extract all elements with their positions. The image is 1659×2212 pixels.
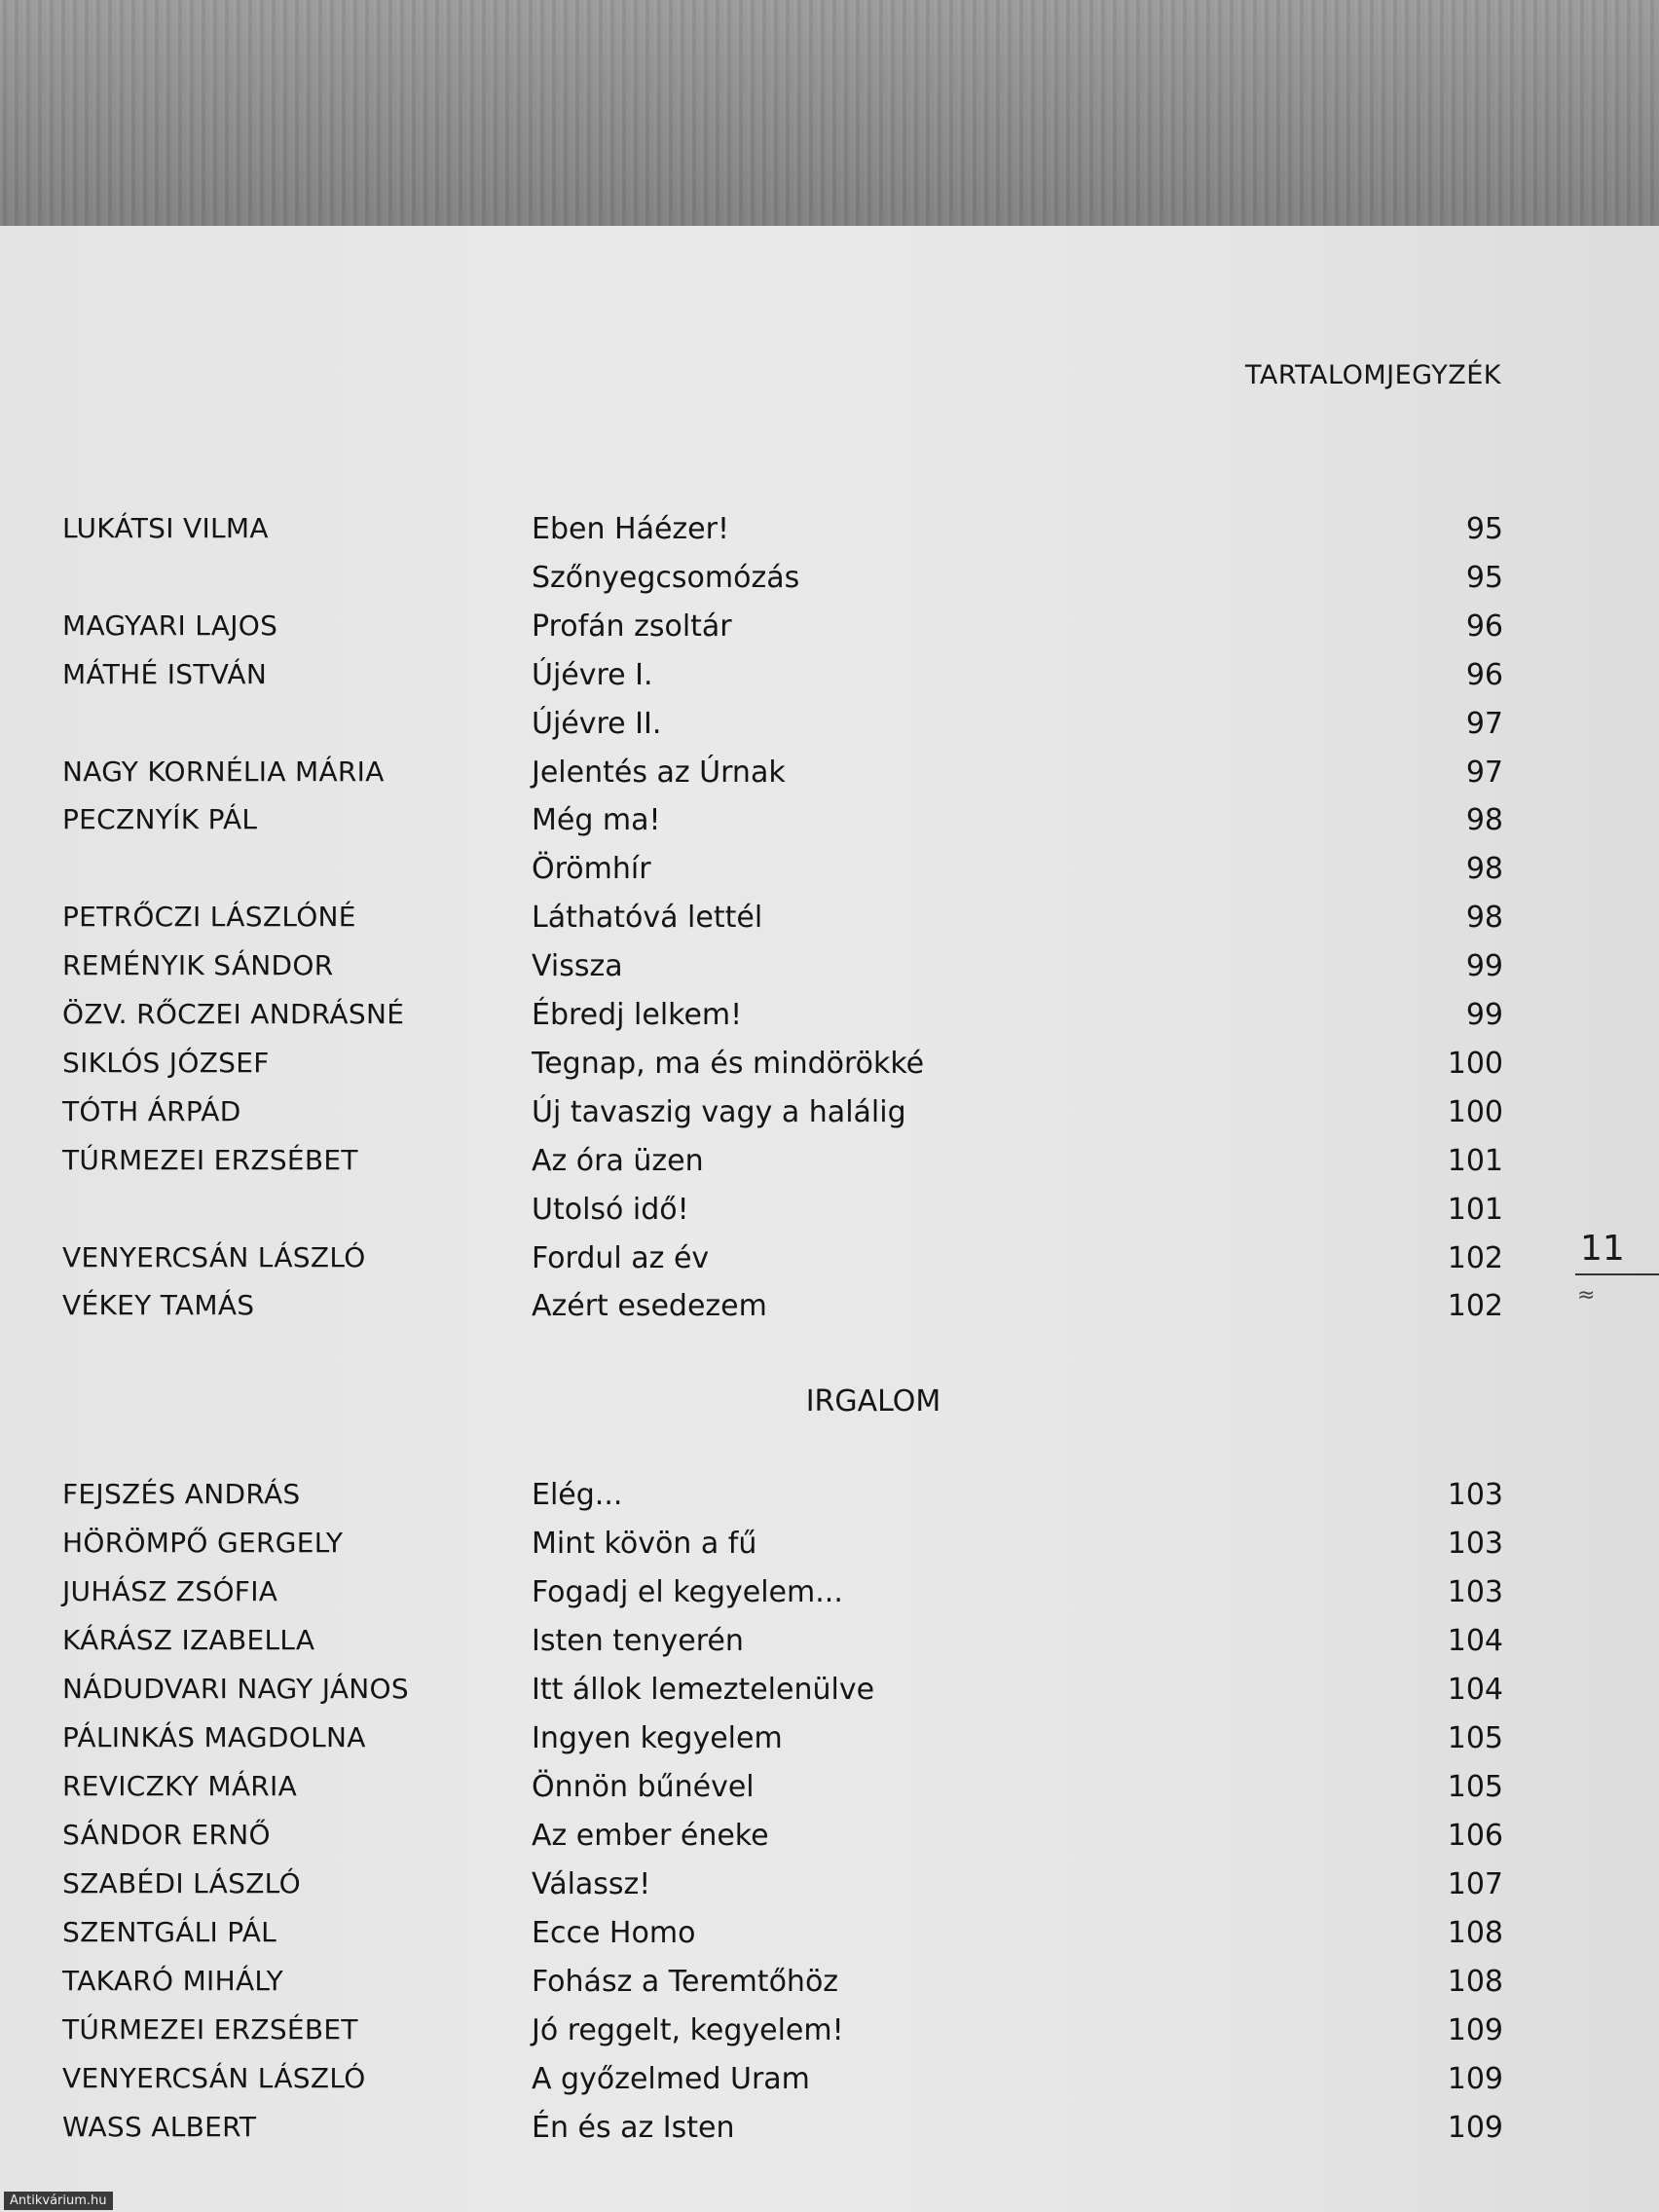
toc-page-number: 99 (1465, 998, 1503, 1032)
toc-author: TAKARÓ MIHÁLY (62, 1965, 284, 1997)
toc-row (0, 1673, 1659, 1717)
toc-author: SZABÉDI LÁSZLÓ (62, 1867, 301, 1899)
toc-title: Isten tenyerén (532, 1624, 744, 1658)
toc-row (0, 1047, 1659, 1091)
toc-title: Vissza (532, 949, 623, 984)
toc-author: VENYERCSÁN LÁSZLÓ (62, 1240, 366, 1273)
toc-row (0, 1527, 1659, 1571)
toc-author: PECZNYÍK PÁL (62, 803, 258, 836)
toc-title: Itt állok lemeztelenülve (532, 1673, 875, 1707)
toc-title: Ingyen kegyelem (532, 1721, 783, 1755)
toc-page-number: 98 (1465, 803, 1503, 838)
toc-page-number: 102 (1447, 1289, 1503, 1324)
toc-page-number: 103 (1447, 1527, 1503, 1561)
toc-page-number: 104 (1447, 1624, 1503, 1658)
toc-author: TÚRMEZEI ERZSÉBET (62, 1143, 358, 1176)
toc-author: PÁLINKÁS MAGDOLNA (62, 1721, 366, 1753)
toc-title: Fogadj el kegyelem... (532, 1575, 843, 1609)
toc-title: Fohász a Teremtőhöz (532, 1965, 839, 1999)
toc-title: Láthatóvá lettél (532, 901, 763, 936)
toc-title: Új tavaszig vagy a halálig (532, 1094, 906, 1129)
toc-author: PETRŐCZI LÁSZLÓNÉ (62, 901, 356, 934)
toc-page-number: 98 (1465, 901, 1503, 936)
toc-page-number: 98 (1465, 852, 1503, 887)
toc-row (0, 1916, 1659, 1961)
folio-ornament-icon: ≈ (1577, 1283, 1596, 1308)
toc-author: NÁDUDVARI NAGY JÁNOS (62, 1673, 409, 1705)
toc-title: Újévre I. (532, 657, 653, 692)
toc-title: Mint kövön a fű (532, 1527, 757, 1561)
toc-page-number: 109 (1447, 2111, 1503, 2145)
toc-page-number: 96 (1465, 657, 1503, 692)
toc-page-number: 105 (1447, 1721, 1503, 1755)
toc-page-number: 96 (1465, 608, 1503, 644)
toc-title: Az ember éneke (532, 1819, 769, 1853)
toc-title: Én és az Isten (532, 2111, 735, 2145)
toc-page-number: 109 (1447, 2062, 1503, 2096)
toc-title: Utolsó idő! (532, 1192, 689, 1227)
toc-page-number: 108 (1447, 1916, 1503, 1950)
toc-row (0, 1241, 1659, 1286)
toc-page-number: 95 (1465, 512, 1503, 546)
toc-row (0, 658, 1659, 703)
toc-author: REMÉNYIK SÁNDOR (62, 949, 334, 982)
toc-row (0, 609, 1659, 654)
toc-author: VÉKEY TAMÁS (62, 1289, 255, 1322)
toc-author: LUKÁTSI VILMA (62, 512, 269, 544)
toc-page-number: 108 (1447, 1965, 1503, 1999)
toc-row (0, 2111, 1659, 2156)
toc-row (0, 1965, 1659, 2009)
toc-row (0, 512, 1659, 557)
toc-author: ÖZV. RŐCZEI ANDRÁSNÉ (62, 998, 405, 1030)
toc-title: Tegnap, ma és mindörökké (532, 1046, 925, 1081)
toc-author: MÁTHÉ ISTVÁN (62, 657, 268, 690)
toc-row (0, 756, 1659, 800)
toc-page-number: 97 (1465, 755, 1503, 790)
toc-page-number: 103 (1447, 1478, 1503, 1512)
toc-row (0, 998, 1659, 1043)
toc-row (0, 901, 1659, 945)
toc-author: SÁNDOR ERNŐ (62, 1819, 271, 1851)
toc-title: Ecce Homo (532, 1916, 696, 1950)
toc-author: JUHÁSZ ZSÓFIA (62, 1575, 278, 1607)
toc-row (0, 2062, 1659, 2107)
toc-row (0, 1770, 1659, 1815)
toc-page-number: 105 (1447, 1770, 1503, 1804)
toc-author: SIKLÓS JÓZSEF (62, 1046, 270, 1079)
toc-author: VENYERCSÁN LÁSZLÓ (62, 2062, 366, 2094)
toc-title: Profán zsoltár (532, 608, 732, 644)
wood-background (0, 0, 1659, 232)
toc-row (0, 1193, 1659, 1237)
toc-page-number: 100 (1447, 1046, 1503, 1081)
toc-page-number: 95 (1465, 560, 1503, 595)
page-folio: 11 (1580, 1229, 1625, 1269)
toc-row (0, 852, 1659, 897)
toc-author: MAGYARI LAJOS (62, 608, 278, 642)
toc-page-number: 101 (1447, 1143, 1503, 1178)
toc-page-number: 104 (1447, 1673, 1503, 1707)
toc-author: FEJSZÉS ANDRÁS (62, 1478, 301, 1510)
toc-row (0, 1095, 1659, 1140)
running-title: TARTALOMJEGYZÉK (1244, 360, 1501, 390)
toc-row (0, 707, 1659, 752)
toc-title: Ébredj lelkem! (532, 998, 743, 1032)
toc-row (0, 1478, 1659, 1523)
toc-author: NAGY KORNÉLIA MÁRIA (62, 755, 385, 788)
toc-author: SZENTGÁLI PÁL (62, 1916, 277, 1948)
toc-title: Jelentés az Úrnak (532, 755, 786, 790)
toc-page-number: 106 (1447, 1819, 1503, 1853)
folio-rule (1575, 1273, 1659, 1275)
toc-title: A győzelmed Uram (532, 2062, 810, 2096)
toc-row (0, 561, 1659, 606)
toc-row (0, 1144, 1659, 1189)
toc-row (0, 949, 1659, 994)
toc-author: HÖRÖMPŐ GERGELY (62, 1527, 344, 1559)
toc-title: Önnön bűnével (532, 1770, 755, 1804)
toc-page-number: 99 (1465, 949, 1503, 984)
toc-page-number: 100 (1447, 1094, 1503, 1129)
toc-title: Fordul az év (532, 1240, 710, 1275)
toc-title: Elég... (532, 1478, 623, 1512)
toc-row (0, 1575, 1659, 1620)
watermark: Antikvárium.hu (4, 2192, 113, 2210)
toc-row (0, 1721, 1659, 1766)
toc-page-number: 103 (1447, 1575, 1503, 1609)
toc-title: Újévre II. (532, 706, 662, 741)
toc-row (0, 1819, 1659, 1863)
toc-author: WASS ALBERT (62, 2111, 257, 2143)
toc-title: Eben Háézer! (532, 512, 729, 546)
toc-title: Jó reggelt, kegyelem! (532, 2013, 844, 2047)
toc-row (0, 2013, 1659, 2058)
toc-author: KÁRÁSZ IZABELLA (62, 1624, 315, 1656)
toc-author: REVICZKY MÁRIA (62, 1770, 298, 1802)
toc-row (0, 1624, 1659, 1669)
toc-title: Szőnyegcsomózás (532, 560, 800, 595)
toc-title: Azért esedezem (532, 1289, 767, 1324)
toc-row (0, 803, 1659, 848)
toc-title: Még ma! (532, 803, 661, 838)
toc-page-number: 102 (1447, 1240, 1503, 1275)
toc-author: TÚRMEZEI ERZSÉBET (62, 2013, 358, 2046)
toc-page-number: 101 (1447, 1192, 1503, 1227)
toc-page-number: 109 (1447, 2013, 1503, 2047)
toc-title: Az óra üzen (532, 1143, 704, 1178)
toc-author: TÓTH ÁRPÁD (62, 1094, 241, 1127)
toc-page-number: 107 (1447, 1867, 1503, 1901)
toc-row (0, 1867, 1659, 1912)
toc-page-number: 97 (1465, 706, 1503, 741)
section-heading: IRGALOM (805, 1384, 941, 1419)
toc-row (0, 1289, 1659, 1334)
toc-title: Örömhír (532, 852, 651, 887)
toc-title: Válassz! (532, 1867, 651, 1901)
